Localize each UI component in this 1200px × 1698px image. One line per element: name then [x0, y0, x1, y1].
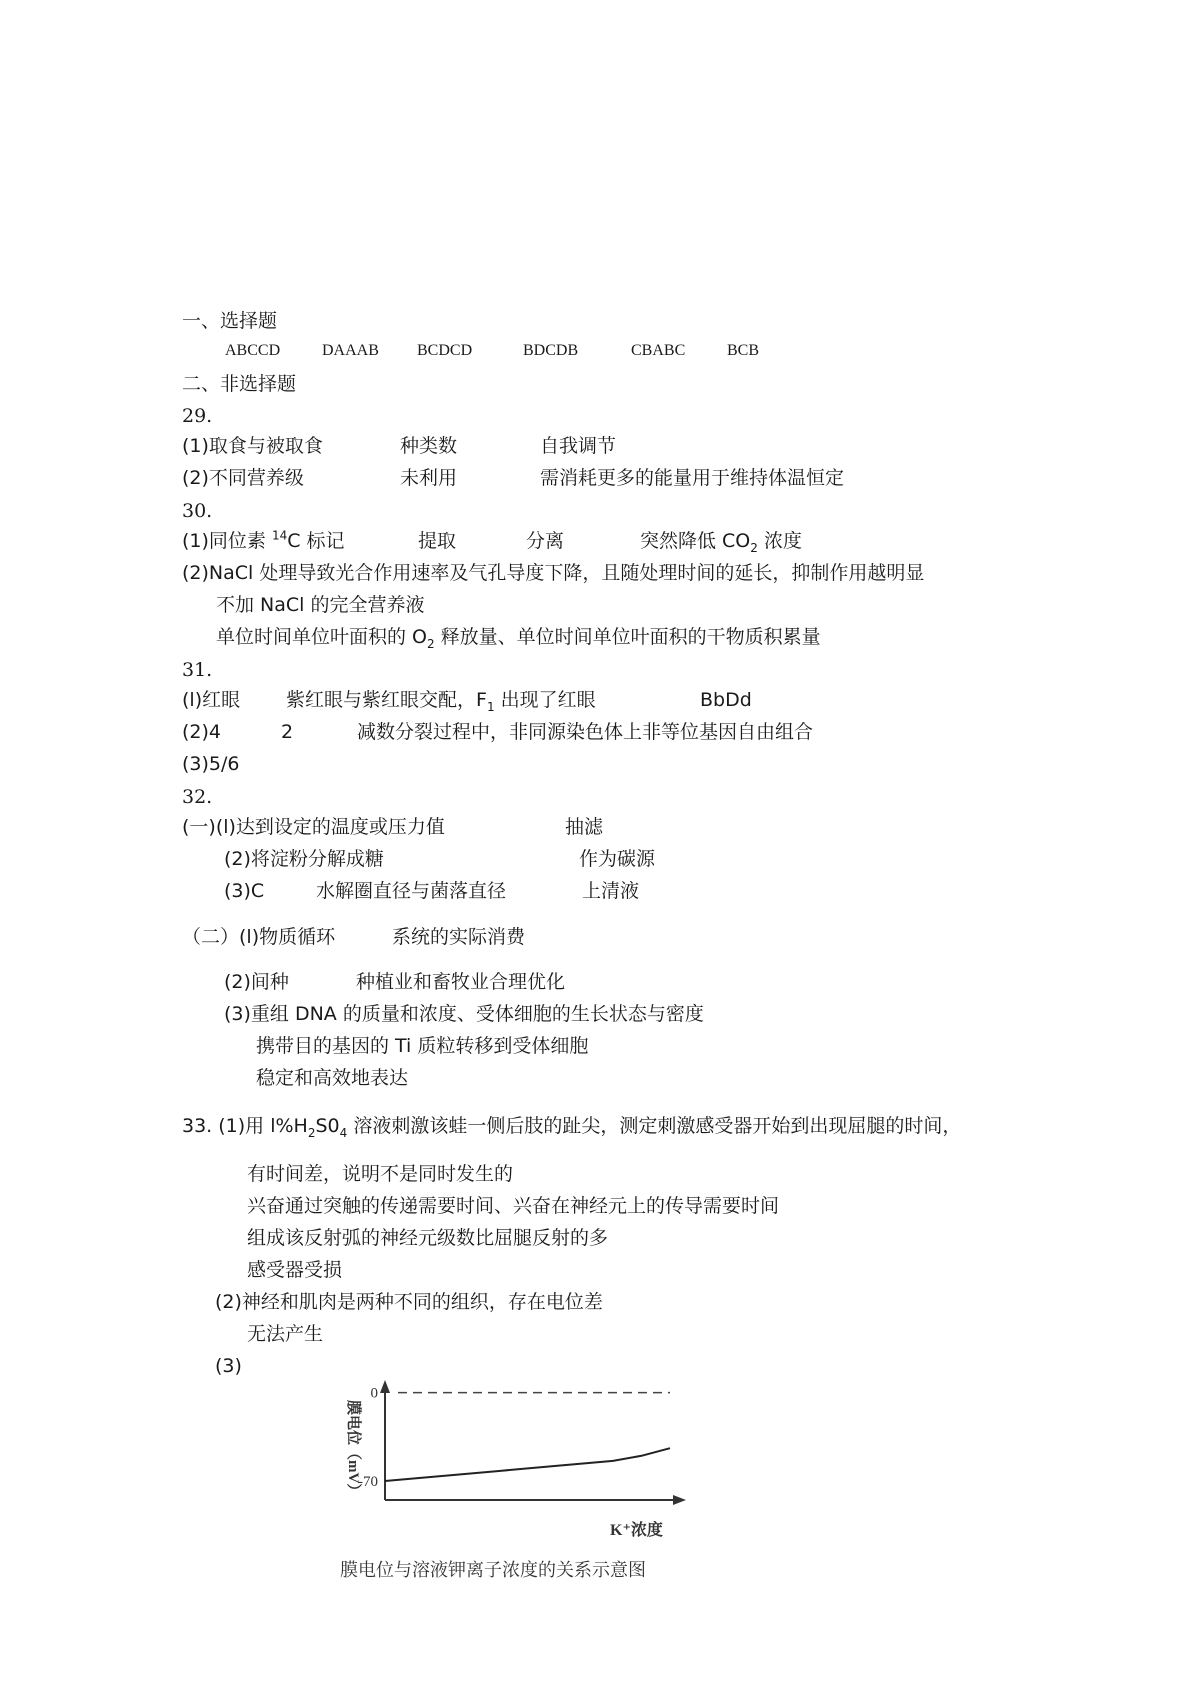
q29-answer-1b: 种类数	[400, 435, 458, 457]
q29-answer-2c: 需消耗更多的能量用于维持体温恒定	[540, 467, 845, 489]
q32-part1-answer-3a: (3)C	[224, 880, 265, 902]
q32-part1-answer-2b: 作为碳源	[579, 848, 656, 870]
choice-answer-group: BCB	[727, 342, 760, 359]
q32-part1-answer-3b: 水解圈直径与菌落直径	[316, 880, 507, 902]
q31-answer-2c: 减数分裂过程中，非同源染色体上非等位基因自由组合	[357, 721, 814, 743]
q33-answer-2: 有时间差，说明不是同时发生的	[247, 1163, 514, 1185]
choice-answer-group: ABCCD	[225, 342, 281, 359]
q30-answer-1c: 分离	[526, 530, 565, 552]
q32-part1-answer-2a: (2)将淀粉分解成糖	[224, 848, 384, 870]
choice-answer-group: CBABC	[631, 342, 686, 359]
chart-caption: 膜电位与溶液钾离子浓度的关系示意图	[340, 1560, 646, 1581]
choice-answer-group: DAAAB	[322, 342, 379, 359]
chart-axes	[380, 1380, 686, 1505]
q31-answer-3: (3)5/6	[182, 753, 240, 775]
q32-part2-answer-2b: 种植业和畜牧业合理优化	[356, 971, 566, 993]
q33-answer-7: 无法产生	[247, 1323, 324, 1345]
q32-part1-answer-3c: 上清液	[582, 880, 640, 902]
q31-answer-1c: BbDd	[700, 689, 752, 711]
q31-answer-2b: 2	[281, 721, 294, 743]
q30-answer-1a: (1)同位素 $^{14}$C 标记	[182, 528, 345, 552]
y-axis-arrow	[380, 1380, 390, 1393]
q32-part2-answer-1b: 系统的实际消费	[392, 926, 526, 948]
q31-answer-2a: (2)4	[182, 721, 222, 743]
y-tick-label: -70	[358, 1474, 378, 1491]
section-title-nonchoice: 二、非选择题	[182, 373, 297, 395]
q33-answer-4: 组成该反射弧的神经元级数比屈腿反射的多	[247, 1227, 609, 1249]
q32-part2-answer-5: 稳定和高效地表达	[256, 1067, 409, 1089]
q29-answer-1a: (1)取食与被取食	[182, 435, 323, 457]
q32-part2-answer-2a: (2)间种	[224, 971, 289, 993]
q29-answer-2b: 未利用	[400, 467, 458, 489]
x-axis-arrow	[673, 1495, 686, 1505]
q30-answer-1d: 突然降低 $CO_2$ 浓度	[640, 530, 802, 555]
q29-answer-1c: 自我调节	[540, 435, 617, 457]
q30-answer-3: 不加 NaCl 的完全营养液	[216, 594, 425, 616]
q32-part2-answer-1a: （二）(l)物质循环	[182, 926, 336, 948]
q30-answer-2: (2)NaCl 处理导致光合作用速率及气孔导度下降，且随处理时间的延长，抑制作用越明显	[182, 562, 925, 584]
section-title-choice: 一、选择题	[182, 310, 278, 332]
y-axis-label: 膜电位（mV）	[345, 1400, 361, 1499]
q33-answer-6: (2)神经和肌肉是两种不同的组织，存在电位差	[215, 1291, 603, 1313]
y-tick-label: 0	[370, 1385, 378, 1402]
choice-answer-group: BDCDB	[523, 342, 579, 359]
question-number-29: 29.	[182, 405, 213, 427]
q33-answer-5: 感受器受损	[247, 1259, 343, 1281]
q31-answer-1a: (l)红眼	[182, 689, 241, 711]
question-number-31: 31.	[182, 659, 213, 681]
x-axis-label: K⁺浓度	[610, 1522, 663, 1539]
q32-part2-answer-4: 携带目的基因的 Ti 质粒转移到受体细胞	[256, 1035, 589, 1057]
q32-part2-answer-3: (3)重组 DNA 的质量和浓度、受体细胞的生长状态与密度	[224, 1003, 704, 1025]
question-number-32: 32.	[182, 786, 213, 808]
choice-answer-group: BCDCD	[417, 342, 473, 359]
q29-answer-2a: (2)不同营养级	[182, 467, 304, 489]
question-number-30: 30.	[182, 500, 213, 522]
q32-part1-answer-1b: 抽滤	[565, 816, 604, 838]
q30-answer-1b: 提取	[418, 530, 457, 552]
q31-answer-1b: 紫红眼与紫红眼交配，$F_1$ 出现了红眼	[286, 689, 596, 714]
q33-answer-3: 兴奋通过突触的传递需要时间、兴奋在神经元上的传导需要时间	[247, 1195, 780, 1217]
membrane-potential-line	[385, 1448, 670, 1481]
q30-answer-4: 单位时间单位叶面积的 $O_2$ 释放量、单位时间单位叶面积的干物质积累量	[216, 626, 821, 651]
q33-answer-1: 33. (1)用 $l\%H_2S0_4$ 溶液刺激该蛙一侧后肢的趾尖，测定刺激感受器开始到出现屈腿的时间，	[182, 1115, 962, 1140]
q33-answer-8: (3)	[215, 1355, 242, 1377]
q32-part1-answer-1a: (一)(l)达到设定的温度或压力值	[182, 816, 445, 838]
